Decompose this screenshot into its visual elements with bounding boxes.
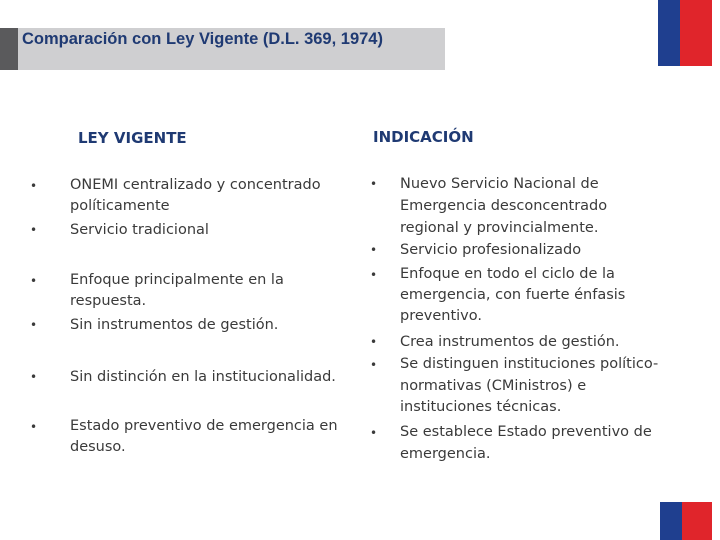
left-item-text: Sin distinción en la institucionalidad. <box>70 369 336 385</box>
left-item-text: ONEMI centralizado y concentrado políticamente <box>70 177 321 214</box>
right-item-text: Nuevo Servicio Nacional de Emergencia desconcentrado regional y provincialmente. <box>400 176 608 236</box>
right-item-text: Crea instrumentos de gestión. <box>400 334 620 350</box>
right-item-text: Servicio profesionalizado <box>400 242 582 258</box>
left-column-heading: LEY VIGENTE <box>78 129 187 147</box>
left-list-item <box>30 416 360 458</box>
right-list-item <box>370 422 670 465</box>
bullet-dot: • <box>370 426 378 440</box>
right-list-item <box>370 354 670 419</box>
bullet-dot: • <box>370 358 378 372</box>
left-list-item <box>30 366 370 388</box>
bullet-dot: • <box>370 177 378 191</box>
flag-logo-top <box>658 0 712 66</box>
flag-logo-bottom <box>660 502 712 540</box>
bullet-dot: • <box>30 370 38 384</box>
bullet-dot: • <box>30 274 38 288</box>
right-list-item <box>370 264 660 327</box>
left-list-item <box>30 219 360 241</box>
right-item-text: Se establece Estado preventivo de emergencia. <box>400 424 652 462</box>
bullet-dot: • <box>30 318 38 332</box>
left-item-text: Enfoque principalmente en la respuesta. <box>70 272 284 309</box>
left-list-item <box>30 270 360 312</box>
flag-red-stripe <box>682 502 712 540</box>
bullet-dot: • <box>370 268 378 282</box>
right-column-heading: INDICACIÓN <box>373 128 474 146</box>
bullet-dot: • <box>30 420 38 434</box>
title-bar <box>0 28 445 70</box>
slide-title: Comparación con Ley Vigente (D.L. 369, 1974) <box>22 30 383 48</box>
flag-red-stripe <box>680 0 712 66</box>
right-item-text: Se distinguen instituciones político-normativas (CMinistros) e instituciones técnicas. <box>400 356 659 415</box>
left-item-text: Sin instrumentos de gestión. <box>70 317 279 333</box>
left-item-text: Estado preventivo de emergencia en desuso. <box>70 418 338 455</box>
bullet-dot: • <box>30 223 38 237</box>
title-accent-block <box>0 28 18 70</box>
flag-blue-stripe <box>660 502 682 540</box>
bullet-dot: • <box>30 179 38 193</box>
right-list-item <box>370 239 660 261</box>
bullet-dot: • <box>370 243 378 257</box>
right-list-item <box>370 173 660 239</box>
bullet-dot: • <box>370 335 378 349</box>
left-list-item <box>30 314 360 336</box>
flag-blue-stripe <box>658 0 680 66</box>
right-list-item <box>370 331 660 353</box>
right-item-text: Enfoque en todo el ciclo de la emergencia, con fuerte énfasis preventivo. <box>400 266 626 324</box>
left-item-text: Servicio tradicional <box>70 222 209 238</box>
left-list-item <box>30 175 360 217</box>
